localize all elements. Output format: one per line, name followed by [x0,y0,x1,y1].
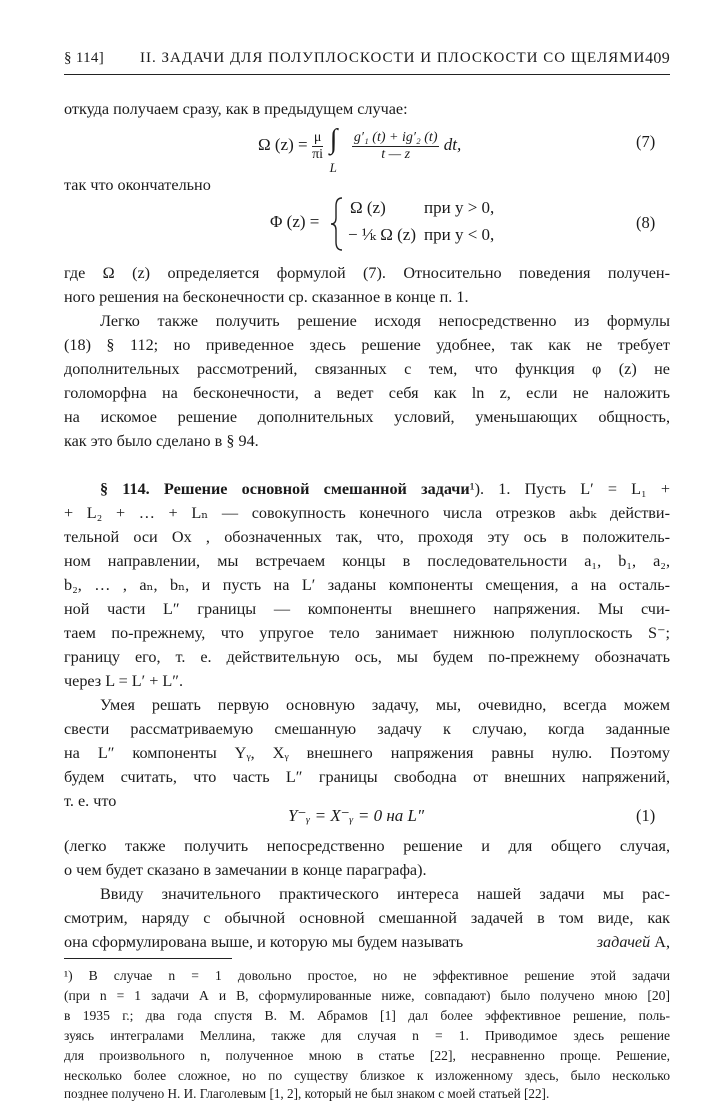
header-title: II. ЗАДАЧИ ДЛЯ ПОЛУПЛОСКОСТИ И ПЛОСКОСТИ СО ЩЕЛЯМИ [140,50,646,66]
eq8-case1-cond: при y > 0, [424,198,495,217]
para5-tail-italic: задачей [596,933,651,951]
eq7-coef-num: μ [313,129,322,145]
intro-line-1: откуда получаем сразу, как в предыдущем случае: [64,100,408,118]
para2-line: (18) § 112; но приведенное здесь решение удобнее, так как не требует [64,336,670,354]
header-section: § 114] [64,50,104,66]
eq7-dt: dt, [443,134,462,154]
section-114-heading-line [64,477,670,501]
eq1-number: (1) [636,806,656,825]
section-114-line: b₂, … , aₙ, bₙ, и пусть на L′ заданы компоненты смещения, а на осталь- [64,576,670,594]
footnote-rule [64,958,232,959]
header-rule [64,74,670,75]
para5-line: смотрим, наряду с обычной основной смешанной задачей в том виде, как [64,909,670,927]
equation-1: Y⁻ᵧ = X⁻ᵧ = 0 на L″ [288,806,425,825]
section-heading-tail: ¹). 1. Пусть L′ = L₁ + [469,480,671,498]
eq8-case2-expr: − ¹⁄ₖ Ω (z) [348,225,416,244]
eq8-case2-cond: при y < 0, [424,225,495,244]
section-heading: § 114. Решение основной смешанной задачи [100,480,470,498]
para3-line: т. е. что [64,792,117,810]
equation-7 [258,124,462,175]
footnote-line: зуясь интегралами Меллина, также для случая n = 1. Приводимое здесь решение [64,1028,670,1043]
section-114-line: через L = L′ + L″. [64,672,184,690]
para5-line: Ввиду значительного практического интереса нашей задачи мы рас- [100,885,670,903]
footnote-line: для произвольного n, полученное мною в статье [22], несравненно проще. Решение, [64,1048,670,1063]
para2-line: как это было сделано в § 94. [64,432,259,450]
section-114-line: границу его, т. е. действительную ось, мы будем по-прежнему обозначать [64,648,670,666]
page-number: 409 [645,50,670,67]
para3-line: Умея решать первую основную задачу, мы, очевидно, всегда можем [100,696,670,714]
footnote-line: ¹) В случае n = 1 довольно простое, но не эффективное решение этой задачи [64,968,670,983]
para3-line: свести рассматриваемую смешанную задачу к случаю, когда заданные [64,720,670,738]
eq7-coef [312,130,324,163]
eq7-lhs: Ω (z) = [258,134,312,154]
footnote-line: позднее получено Н. И. Глаголевым [1, 2], который не был знаком с моей статьей [22]. [64,1086,550,1101]
para4-line: (легко также получить непосредственно решение и для общего случая, [64,837,670,855]
section-114-line: ном направлении, мы встречаем концы в последовательности a₁, b₁, a₂, [64,552,670,570]
footnote-line: в 1935 г.; два года спустя В. М. Абрамов [1] дал более эффективное решение, поль- [64,1008,670,1023]
section-114-line: таем по-прежнему, что упругое тело занимает нижнюю полуплоскость S⁻; [64,624,670,642]
para5-last-line [64,930,670,954]
equation-8 [270,196,530,252]
integral-sign: ∫ [329,124,338,155]
para2-line: Легко также получить решение исходя непосредственно из формулы [100,312,670,330]
footnote-line: несколько более сложное, но по существу близкое к изложенному здесь, было несколько [64,1068,670,1083]
para1-line: где Ω (z) определяется формулой (7). Относительно поведения получен- [64,264,670,282]
para5-tail [597,930,670,954]
eq7-denominator: t — z [381,146,411,162]
para1-line: ного решения на бесконечности ср. сказанное в конце п. 1. [64,288,469,306]
para2-line: дополнительных рассмотрений, связанных с тем, что функция φ (z) не [64,360,670,378]
section-114-line: тельной оси Ox , обозначенных так, что, проходя эту ось в положитель- [64,528,670,546]
section-114-line: ной части L″ границы — компоненты внешнего напряжения. Мы счи- [64,600,670,618]
eq7-coef-den: πi [312,146,324,162]
intro-line-2: так что окончательно [64,176,211,194]
section-114-line: + L₂ + … + Lₙ — совокупность конечного числа отрезков aₖbₖ действи- [64,504,670,522]
integral-contour: L [329,160,337,175]
brace-icon [330,196,344,252]
para5-tail-text: А, [650,933,670,951]
footnote-line: (при n = 1 задачи А и В, сформулированные ниже, совпадают) было получено мною [20] [64,988,670,1003]
para2-line: на искомое решение дополнительных условий, уменьшающих общность, [64,408,670,426]
running-header [64,50,670,74]
eq8-number: (8) [636,213,656,232]
eq7-integral [328,124,348,175]
para3-line: будем считать, что часть L″ границы свободна от внешних напряжений, [64,768,670,786]
eq7-fraction [352,130,440,163]
para2-line: голоморфна на бесконечности, а ведет себя как ln z, если не наложить [64,384,670,402]
eq8-lhs: Φ (z) = [270,212,320,231]
eq7-number: (7) [636,132,656,151]
para4-line: о чем будет сказано в замечании в конце параграфа). [64,861,427,879]
para5-line: она сформулирована выше, и которую мы будем называть [64,933,464,951]
eq8-case1-expr: Ω (z) [350,198,386,217]
eq7-numerator: g′₁ (t) + ig′₂ (t) [353,129,438,145]
para3-line: на L″ компоненты Yᵧ, Xᵧ внешнего напряжения равны нулю. Поэтому [64,744,670,762]
